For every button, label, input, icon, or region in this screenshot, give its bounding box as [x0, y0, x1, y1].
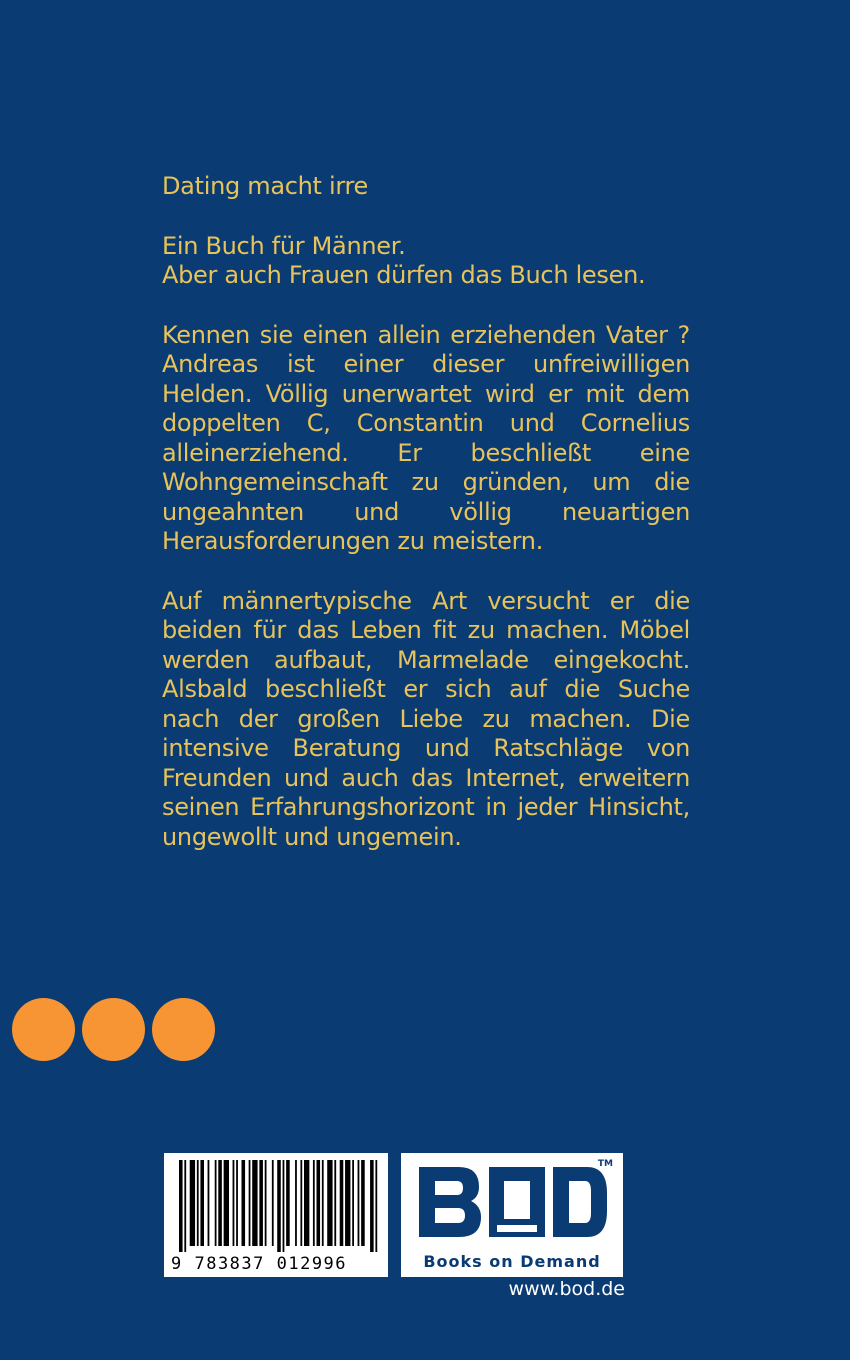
- barcode-bar: [233, 1160, 235, 1246]
- barcode-bar: [242, 1160, 246, 1246]
- barcode-bar: [327, 1160, 332, 1246]
- barcode-bar: [334, 1160, 336, 1246]
- barcode-bar: [313, 1160, 315, 1246]
- barcode-bar: [179, 1160, 183, 1252]
- barcode-bar: [236, 1160, 238, 1246]
- barcode-bar: [190, 1160, 195, 1246]
- barcode-bar: [259, 1160, 263, 1246]
- barcode-bar: [184, 1160, 186, 1252]
- barcode-bars: [179, 1160, 379, 1252]
- barcode-bar: [283, 1160, 285, 1252]
- barcode-bar: [286, 1160, 290, 1246]
- barcode-bar: [361, 1160, 365, 1246]
- barcode-bar: [272, 1160, 274, 1246]
- barcode-bar: [208, 1160, 210, 1246]
- barcode-bar: [322, 1160, 324, 1246]
- book-title: Dating macht irre: [162, 172, 368, 200]
- barcode-bar: [317, 1160, 321, 1246]
- barcode-bar: [340, 1160, 344, 1246]
- isbn-barcode: [164, 1153, 388, 1277]
- trademark: TM: [597, 1159, 613, 1169]
- barcode-bar: [277, 1160, 281, 1252]
- barcode-bar: [295, 1160, 297, 1246]
- barcode-bar: [375, 1160, 377, 1252]
- barcode-bar: [358, 1160, 360, 1246]
- publisher-url: www.bod.de: [508, 1278, 625, 1300]
- intro-line: Aber auch Frauen dürfen das Buch lesen.: [162, 261, 646, 289]
- decorative-dots: [12, 998, 215, 1061]
- barcode-bar: [370, 1160, 374, 1252]
- orange-dot: [12, 998, 75, 1061]
- barcode-number: 9 783837 012996: [171, 1254, 348, 1274]
- blurb: [162, 172, 690, 882]
- barcode-bar: [352, 1160, 354, 1246]
- intro-line: Ein Buch für Männer.: [162, 231, 406, 260]
- intro: [162, 232, 690, 291]
- barcode-bar: [345, 1160, 350, 1246]
- barcode-bar: [200, 1160, 204, 1246]
- barcode-bar: [249, 1160, 251, 1246]
- bod-logo-icon: [401, 1153, 623, 1253]
- orange-dot: [152, 998, 215, 1061]
- barcode-bar: [224, 1160, 229, 1246]
- barcode-bar: [215, 1160, 217, 1246]
- barcode-bar: [197, 1160, 199, 1246]
- publisher-tagline: Books on Demand: [423, 1252, 601, 1271]
- blurb-paragraph: Auf männertypische Art versucht er die beiden für das Leben fit zu machen. Möbel werden aufbaut, Marmelade eingekocht. Alsbald beschließt er sich auf die Suche nach der großen Liebe zu machen. Die intensive Beratung und Ratschläge von Freunden und auch das Internet, erweitern seinen Erfahrungshorizont in jeder Hinsicht, ungewollt und ungemein.: [162, 586, 690, 851]
- barcode-bar: [265, 1160, 267, 1246]
- orange-dot: [82, 998, 145, 1061]
- barcode-bar: [218, 1160, 222, 1246]
- publisher-logo: [401, 1153, 623, 1277]
- barcode-bar: [252, 1160, 257, 1246]
- barcode-bar: [304, 1160, 309, 1246]
- blurb-paragraph: Kennen sie einen allein erziehenden Vater ? Andreas ist einer dieser unfreiwilligen Helden. Völlig unerwartet wird er mit dem doppelten C, Constantin und Cornelius alleinerziehend. Er beschließt eine Wohngemeinschaft zu gründen, um die ungeahnten und völlig neuartigen Herausforderungen zu meistern.: [162, 320, 690, 555]
- barcode-bar: [300, 1160, 302, 1246]
